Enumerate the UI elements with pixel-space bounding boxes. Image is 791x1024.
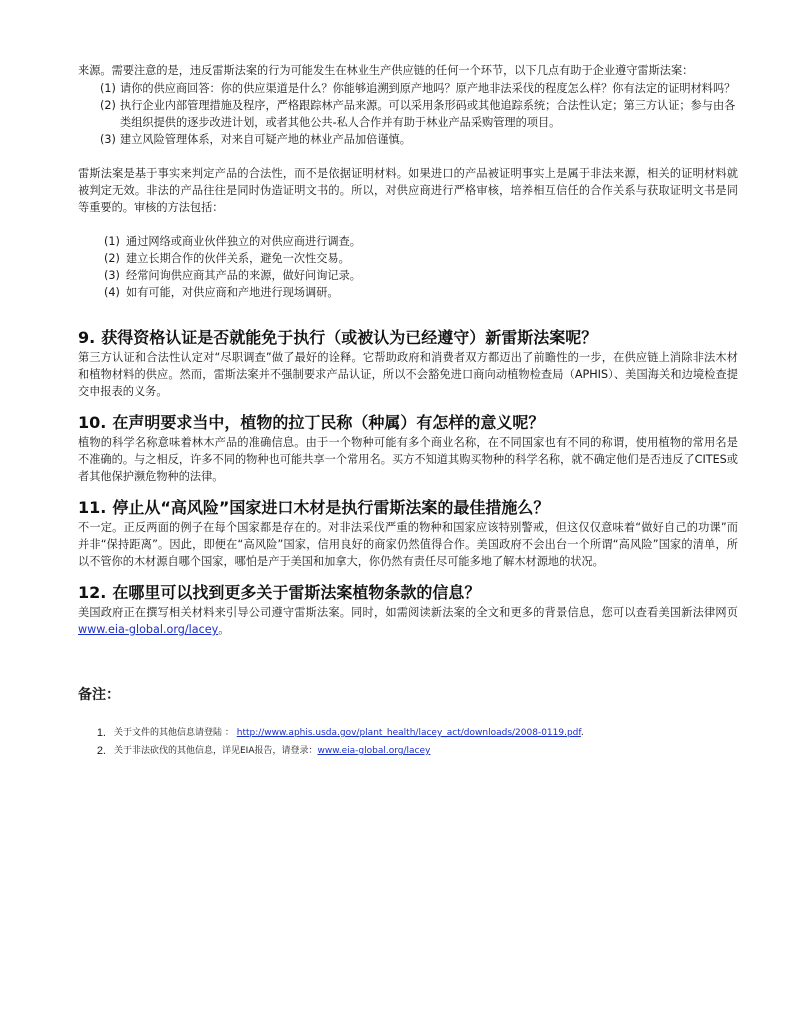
aphis-link[interactable]: http://www.aphis.usda.gov/plant_health/lacey_act/downloads/2008-0119.pdf <box>236 728 581 738</box>
eia-link[interactable]: www.eia-global.org/lacey <box>317 746 431 756</box>
question-12-answer: 美国政府正在撰写相关材料来引导公司遵守雷斯法案。同时，如需阅读新法案的全文和更多的背景信息，您可以查看美国新法律网页www.eia-global.org/lacey。 <box>78 606 738 636</box>
document-page <box>78 62 738 758</box>
compliance-list <box>100 80 738 148</box>
question-10-answer: 植物的科学名称意味着林木产品的准确信息。由于一个物种可能有多个商业名称，在不同国家也有不同的称谓，使用植物的常用名是不准确的。与之相反，许多不同的物种也可能共享一个常用名。买方不知道其购买物种的科学名称，就不确定他们是否违反了CITES或者其他保护濒危物种的法律。 <box>78 436 738 483</box>
notes-list <box>78 726 738 758</box>
question-9-answer: 第三方认证和合法性认定对“尽职调查”做了最好的诠释。它帮助政府和消费者双方都迈出了前瞻性的一步，在供应链上消除非法木材和植物材料的供应。然而，雷斯法案并不强制要求产品认证，所以不会豁免进口商向动植物检查局（APHIS）、美国海关和边境检查提交申报表的义务。 <box>78 351 738 398</box>
list-item: (2) 执行企业内部管理措施及程序，严格跟踪林产品来源。可以采用条形码或其他追踪系统；合法性认定；第三方认证；参与由各类组织提供的逐步改进计划，或者其他公共-私人合作并有助于林业产品采购管理的项目。 <box>100 99 736 129</box>
question-9-heading: 9. 获得资格认证是否就能免于执行（或被认为已经遵守）新雷斯法案呢？ <box>78 328 598 347</box>
list-item: (1) 通过网络或商业伙伴独立的对供应商进行调查。 <box>104 235 361 248</box>
note-item: 2. 关于非法砍伐的其他信息，详见EIA报告，请登录：www.eia-global.org/lacey <box>96 745 431 757</box>
list-item: (3) 经常问询供应商其产品的来源，做好问询记录。 <box>104 269 361 282</box>
lacey-link[interactable]: www.eia-global.org/lacey <box>78 623 219 636</box>
legality-paragraph: 雷斯法案是基于事实来判定产品的合法性，而不是依据证明材料。如果进口的产品被证明事实上是属于非法来源，相关的证明材料就被判定无效。非法的产品往往是同时伪造证明文书的。所以，对供应商进行严格审核，培养相互信任的合作关系与获取证明文书是同等重要的。审核的方法包括： <box>78 167 738 214</box>
intro-paragraph: 来源。需要注意的是，违反雷斯法案的行为可能发生在林业生产供应链的任何一个环节，以下几点有助于企业遵守雷斯法案： <box>78 64 694 77</box>
list-item: (1) 请你的供应商回答：你的供应渠道是什么？你能够追溯到原产地吗？原产地非法采伐的程度怎么样？你有法定的证明材料吗？ <box>100 82 736 95</box>
notes-title: 备注： <box>78 687 120 703</box>
list-item: (3) 建立风险管理体系，对来自可疑产地的林业产品加倍谨慎。 <box>100 133 411 146</box>
question-11-heading: 11. 停止从“高风险”国家进口木材是执行雷斯法案的最佳措施么？ <box>78 498 550 517</box>
list-item: (2) 建立长期合作的伙伴关系，避免一次性交易。 <box>104 252 350 265</box>
list-item: (4) 如有可能，对供应商和产地进行现场调研。 <box>104 286 339 299</box>
audit-methods-list <box>104 233 738 301</box>
note-item: 1. 关于文件的其他信息请登陆 ： http://www.aphis.usda.gov/plant_health/lacey_act/downloads/2008-0119.pdf. <box>96 727 584 739</box>
question-11-answer: 不一定。正反两面的例子在每个国家都是存在的。对非法采伐严重的物种和国家应该特别警戒，但这仅仅意味着“做好自己的功课”而并非“保持距离”。因此，即便在“高风险”国家，信用良好的商家仍然值得合作。美国政府不会出台一个所谓“高风险”国家的清单，所以不管你的木材源自哪个国家，哪怕是产于美国和加拿大，你仍然有责任尽可能多地了解木材源地的状况。 <box>78 521 738 568</box>
question-12-heading: 12. 在哪里可以找到更多关于雷斯法案植物条款的信息？ <box>78 583 481 602</box>
question-10-heading: 10. 在声明要求当中，植物的拉丁民称（种属）有怎样的意义呢？ <box>78 413 545 432</box>
